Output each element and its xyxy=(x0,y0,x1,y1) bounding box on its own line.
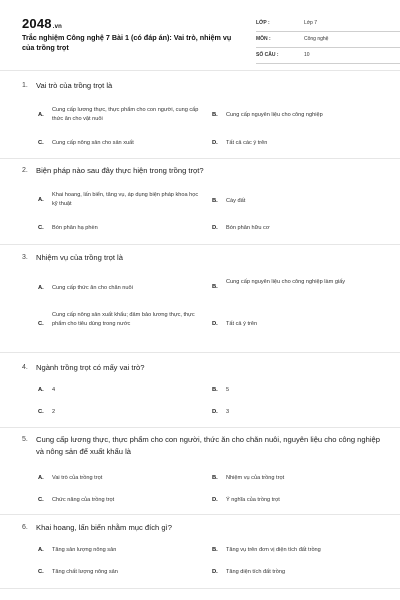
meta-row-subject xyxy=(256,32,400,48)
question-text: Cung cấp lương thực, thực phẩm cho con người, thức ăn cho chăn nuôi, nguyên liệu cho công nghiệp và nông sản để xuất khẩu là xyxy=(36,435,380,456)
option-letter: B. xyxy=(212,387,218,393)
option-text: Nhiệm vụ của trồng trọt xyxy=(226,475,285,481)
option-text: Cung cấp nguyên liệu cho công nghiệp làm giấy xyxy=(226,279,346,285)
option-letter: B. xyxy=(212,475,218,481)
question-5 xyxy=(22,434,380,503)
question-stem xyxy=(22,165,380,177)
question-text: Biện pháp nào sau đây thực hiện trong trồng trọt? xyxy=(36,166,204,175)
option-a[interactable] xyxy=(38,284,208,294)
question-stem xyxy=(22,434,380,458)
option-text: Tất cả ý trên xyxy=(226,321,258,327)
divider xyxy=(0,427,400,428)
question-stem xyxy=(22,252,380,264)
meta-label: MÔN : xyxy=(256,36,271,42)
option-text: Vai trò của trồng trọt xyxy=(52,475,103,481)
option-letter: C. xyxy=(38,569,44,575)
meta-row-count xyxy=(256,48,400,64)
option-letter: D. xyxy=(212,140,218,146)
question-3 xyxy=(22,252,380,327)
divider xyxy=(0,352,400,353)
question-4 xyxy=(22,362,380,415)
option-text: Bón phân hữu cơ xyxy=(226,225,270,231)
question-number: 4. xyxy=(22,364,28,371)
question-stem xyxy=(22,522,380,534)
option-letter: B. xyxy=(212,547,218,553)
option-text: Cung cấp nông sản cho sản xuất xyxy=(52,140,134,146)
option-text: Chức năng của trồng trọt xyxy=(52,497,115,503)
option-letter: C. xyxy=(38,409,44,415)
option-d[interactable] xyxy=(212,568,380,578)
question-number: 2. xyxy=(22,167,28,174)
option-text: 4 xyxy=(52,387,56,393)
option-text: Tăng diện tích đất trồng xyxy=(226,569,286,575)
option-d[interactable] xyxy=(212,224,380,234)
question-stem xyxy=(22,80,380,92)
logo-suffix: .vn xyxy=(52,24,63,30)
logo-main: 2048 xyxy=(22,16,52,31)
option-letter: B. xyxy=(212,198,218,204)
option-letter: C. xyxy=(38,497,44,503)
option-a[interactable] xyxy=(38,106,208,126)
site-logo[interactable] xyxy=(22,16,62,31)
option-letter: A. xyxy=(38,197,44,203)
page-title: Trắc nghiệm Công nghệ 7 Bài 1 (có đáp án): Vai trò, nhiệm vụ của trồng trọt xyxy=(22,33,232,52)
option-text: Tất cả các ý trên xyxy=(226,140,268,146)
meta-value: Lớp 7 xyxy=(304,20,318,26)
question-text: Vai trò của trồng trọt là xyxy=(36,81,113,90)
question-2 xyxy=(22,165,380,231)
option-text: 2 xyxy=(52,409,56,415)
option-text: Cung cấp lương thực, thực phẩm cho con người, cung cấp thức ăn cho vật nuôi xyxy=(52,107,199,122)
option-d[interactable] xyxy=(212,408,380,418)
meta-value: Công nghệ xyxy=(304,36,329,42)
option-letter: C. xyxy=(38,225,44,231)
option-letter: D. xyxy=(212,225,218,231)
option-a[interactable] xyxy=(38,546,208,556)
question-text: Ngành trồng trọt có mấy vai trò? xyxy=(36,363,145,372)
option-d[interactable] xyxy=(212,496,380,506)
divider xyxy=(0,70,400,71)
option-text: Tăng vụ trên đơn vị diện tích đất trồng xyxy=(226,547,321,553)
option-text: 3 xyxy=(226,409,230,415)
question-stem xyxy=(22,362,380,374)
option-c[interactable] xyxy=(38,139,208,149)
meta-box xyxy=(256,16,400,64)
option-letter: B. xyxy=(212,284,218,290)
option-b[interactable] xyxy=(212,197,380,207)
option-letter: A. xyxy=(38,547,44,553)
meta-label: SỐ CÂU : xyxy=(256,52,279,58)
option-c[interactable] xyxy=(38,568,208,578)
option-b[interactable] xyxy=(212,386,380,396)
option-b[interactable] xyxy=(212,111,380,121)
option-text: Tăng sản lượng nông sản xyxy=(52,547,117,553)
meta-row-class xyxy=(256,16,400,32)
divider xyxy=(0,514,400,515)
question-text: Khai hoang, lấn biển nhằm mục đích gì? xyxy=(36,523,172,532)
option-b[interactable] xyxy=(212,546,380,556)
option-text: 5 xyxy=(226,387,230,393)
option-c[interactable] xyxy=(38,408,208,418)
option-a[interactable] xyxy=(38,474,208,484)
option-text: Cung cấp thức ăn cho chăn nuôi xyxy=(52,285,133,291)
option-c[interactable] xyxy=(38,224,208,234)
meta-value: 10 xyxy=(304,52,310,58)
option-text: Khai hoang, lấn biển, tăng vụ, áp dụng biện pháp khoa học kỹ thuật xyxy=(52,192,199,207)
option-letter: A. xyxy=(38,112,44,118)
option-text: Ý nghĩa của trồng trọt xyxy=(226,497,280,503)
option-letter: A. xyxy=(38,387,44,393)
option-letter: C. xyxy=(38,321,44,327)
option-a[interactable] xyxy=(38,386,208,396)
option-letter: A. xyxy=(38,475,44,481)
divider xyxy=(0,588,400,589)
divider xyxy=(0,244,400,245)
option-d[interactable] xyxy=(212,139,380,149)
question-number: 6. xyxy=(22,524,28,531)
divider xyxy=(0,158,400,159)
option-text: Tăng chất lượng nông sản xyxy=(52,569,118,575)
option-b[interactable] xyxy=(212,474,380,484)
option-text: Cày đất xyxy=(226,198,246,204)
option-text: Cung cấp nguyên liệu cho công nghiệp xyxy=(226,112,323,118)
option-d[interactable] xyxy=(212,320,380,330)
option-letter: D. xyxy=(212,409,218,415)
option-letter: D. xyxy=(212,321,218,327)
option-letter: A. xyxy=(38,285,44,291)
question-number: 5. xyxy=(22,436,28,443)
question-1 xyxy=(22,80,380,146)
option-a[interactable] xyxy=(38,191,208,211)
meta-label: LỚP : xyxy=(256,20,270,26)
question-number: 1. xyxy=(22,82,28,89)
question-number: 3. xyxy=(22,254,28,261)
page-header xyxy=(22,14,380,66)
option-letter: C. xyxy=(38,140,44,146)
option-text: Cung cấp nông sản xuất khẩu; đảm bảo lương thực, thực phẩm cho tiêu dùng trong nước xyxy=(52,312,195,327)
option-c[interactable] xyxy=(38,311,208,339)
option-letter: D. xyxy=(212,569,218,575)
question-text: Nhiệm vụ của trồng trọt là xyxy=(36,253,123,262)
option-text: Bón phân hạ phèn xyxy=(52,225,98,231)
option-b[interactable] xyxy=(212,278,380,298)
question-6 xyxy=(22,522,380,575)
option-letter: D. xyxy=(212,497,218,503)
option-letter: B. xyxy=(212,112,218,118)
option-c[interactable] xyxy=(38,496,208,506)
